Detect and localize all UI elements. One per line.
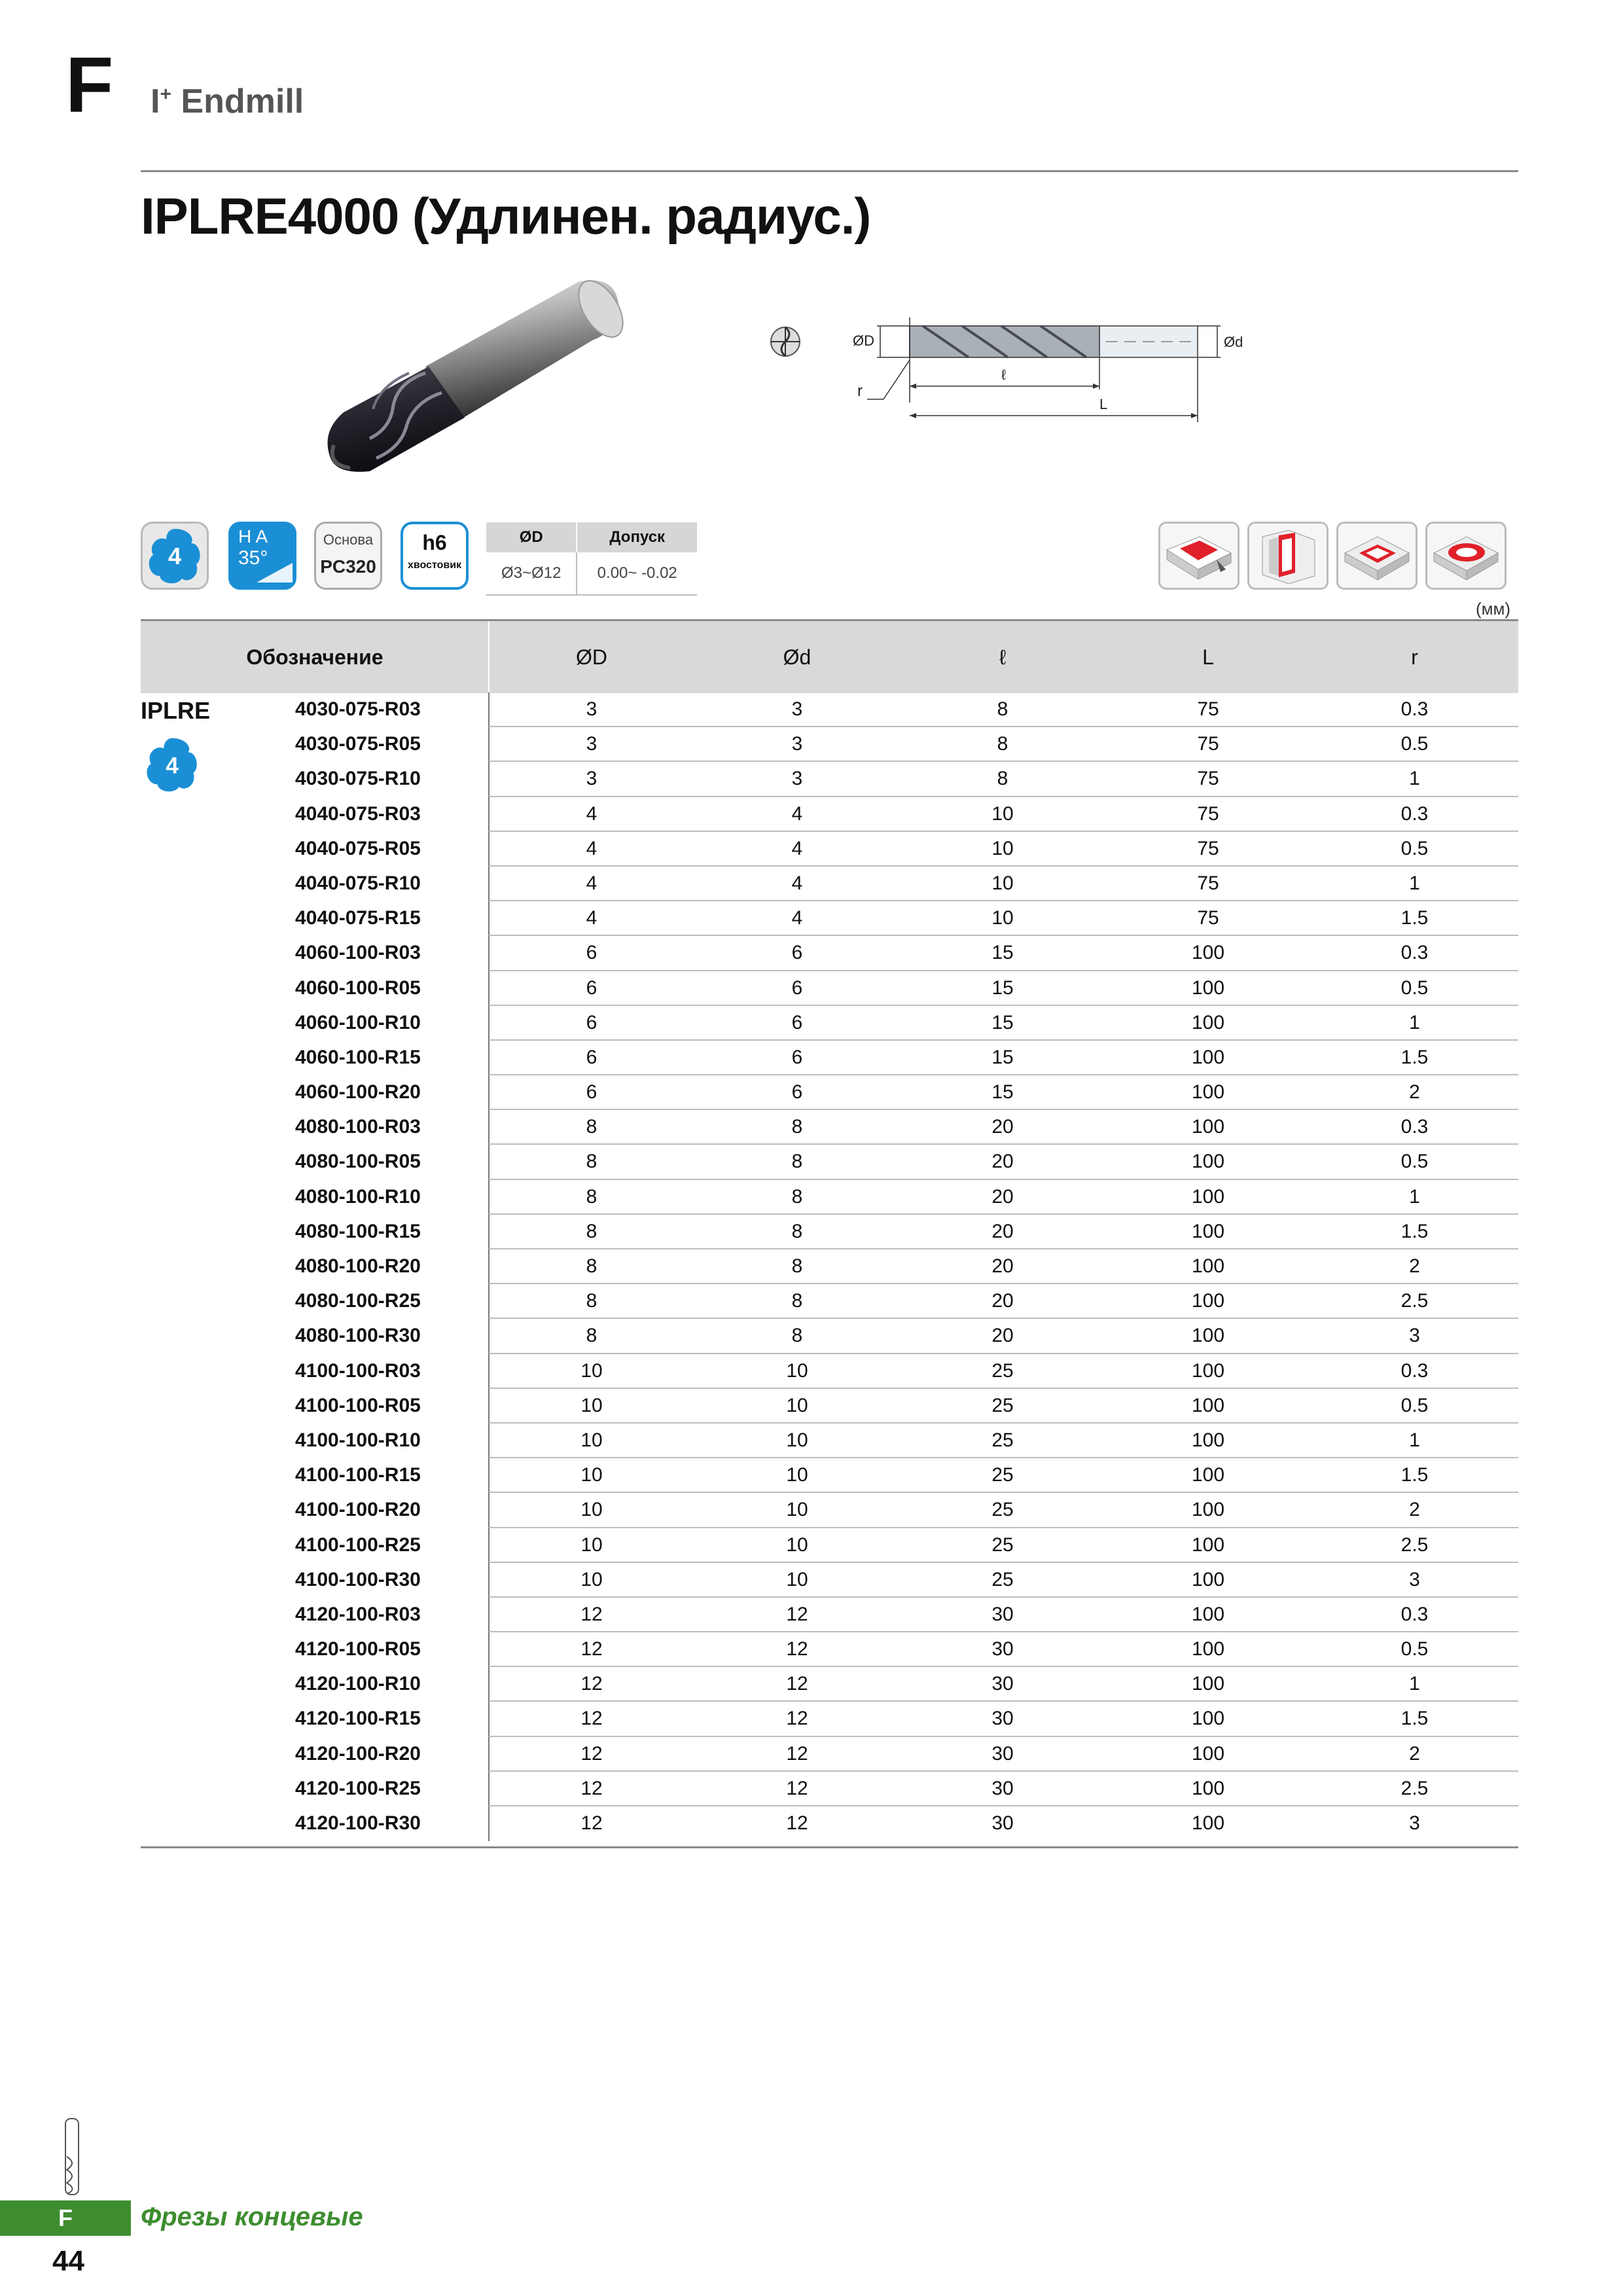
table-row: [141, 762, 1518, 797]
cell-designation: 4030-075-R05: [295, 733, 421, 755]
table-row: [141, 1702, 1518, 1736]
cell-l: 30: [991, 1708, 1014, 1730]
cell-L: 100: [1191, 1011, 1225, 1033]
cell-D: 8: [586, 1151, 597, 1173]
table-row: [141, 1424, 1518, 1458]
header-r: r: [1411, 645, 1418, 669]
shoulder-milling-icon: [1158, 522, 1240, 590]
table-row: [141, 1284, 1518, 1319]
table-row: [141, 901, 1518, 936]
cell-designation: 4120-100-R30: [295, 1812, 421, 1834]
cell-d: 8: [791, 1325, 803, 1347]
cell-d: 4: [791, 837, 803, 859]
cell-designation: 4040-075-R15: [295, 907, 421, 929]
cell-d: 12: [786, 1638, 808, 1660]
cell-D: 12: [580, 1708, 603, 1730]
cell-r: 0.3: [1400, 802, 1429, 825]
cell-l: 8: [997, 733, 1008, 755]
table-row: [141, 936, 1518, 971]
cell-l: 10: [991, 872, 1014, 894]
tol-value-D: Ø3~Ø12: [486, 552, 577, 595]
cell-d: 12: [786, 1812, 808, 1834]
cell-d: 8: [791, 1290, 803, 1312]
cell-l: 20: [991, 1151, 1014, 1173]
label-r: r: [857, 382, 863, 400]
table-header: [141, 619, 1518, 693]
cell-L: 100: [1191, 977, 1225, 999]
cell-L: 100: [1191, 1185, 1225, 1208]
cell-r: 1.5: [1400, 1220, 1429, 1242]
cell-D: 10: [580, 1394, 603, 1416]
table-row: [141, 1110, 1518, 1145]
cell-L: 100: [1191, 1151, 1225, 1173]
cell-r: 0.3: [1400, 698, 1429, 720]
cell-l: 20: [991, 1185, 1014, 1208]
cell-designation: 4120-100-R10: [295, 1673, 421, 1695]
cell-l: 25: [991, 1568, 1014, 1590]
cell-L: 100: [1191, 1429, 1225, 1451]
helix-label: H A: [238, 526, 268, 547]
cell-D: 4: [586, 802, 597, 825]
cell-L: 100: [1191, 1673, 1225, 1695]
cell-D: 12: [580, 1673, 603, 1695]
table-row: [141, 692, 1518, 727]
cell-l: 8: [997, 698, 1008, 720]
cell-d: 6: [791, 1046, 803, 1068]
cell-d: 10: [786, 1429, 808, 1451]
cell-L: 75: [1197, 837, 1219, 859]
table-row: [141, 1493, 1518, 1528]
cell-r: 0.5: [1400, 1638, 1429, 1660]
cell-D: 12: [580, 1742, 603, 1765]
endmill-photo: [265, 268, 632, 481]
header-l: ℓ: [999, 645, 1007, 669]
cell-D: 3: [586, 698, 597, 720]
table-row: [141, 1632, 1518, 1667]
cell-designation: 4030-075-R03: [295, 698, 421, 720]
cell-r: 0.3: [1400, 942, 1429, 964]
cell-d: 6: [791, 1081, 803, 1103]
cell-designation: 4060-100-R05: [295, 977, 421, 999]
cell-designation: 4060-100-R03: [295, 942, 421, 964]
cell-L: 100: [1191, 1081, 1225, 1103]
cell-d: 10: [786, 1464, 808, 1486]
cell-r: 2.5: [1400, 1534, 1429, 1556]
cell-l: 30: [991, 1638, 1014, 1660]
cell-r: 1.5: [1400, 907, 1429, 929]
cell-designation: 4120-100-R25: [295, 1777, 421, 1799]
cell-d: 8: [791, 1116, 803, 1138]
cell-designation: 4080-100-R20: [295, 1255, 421, 1277]
table-row: [141, 1389, 1518, 1424]
cell-designation: 4120-100-R15: [295, 1708, 421, 1730]
cell-D: 12: [580, 1812, 603, 1834]
cell-D: 12: [580, 1603, 603, 1625]
cell-designation: 4080-100-R03: [295, 1116, 421, 1138]
cell-r: 0.5: [1400, 837, 1429, 859]
cell-r: 1.5: [1400, 1708, 1429, 1730]
tol-header-tolerance: Допуск: [577, 522, 697, 552]
table-row: [141, 1772, 1518, 1806]
cell-D: 12: [580, 1638, 603, 1660]
cell-designation: 4100-100-R30: [295, 1568, 421, 1590]
cell-L: 100: [1191, 1534, 1225, 1556]
cell-r: 0.3: [1400, 1116, 1429, 1138]
helix-angle-icon: [230, 524, 294, 588]
cell-L: 100: [1191, 1568, 1225, 1590]
table-row: [141, 832, 1518, 867]
cell-l: 25: [991, 1359, 1014, 1382]
tolerance-table: [486, 522, 697, 596]
cell-designation: 4040-075-R10: [295, 872, 421, 894]
material-badge: [314, 522, 382, 590]
cell-D: 12: [580, 1777, 603, 1799]
cell-d: 10: [786, 1568, 808, 1590]
table-bottom-rule: [141, 1846, 1518, 1848]
cell-designation: 4030-075-R10: [295, 768, 421, 790]
shank-badge: [401, 522, 469, 590]
header-d: Ød: [783, 645, 812, 669]
cell-designation: 4120-100-R03: [295, 1603, 421, 1625]
cell-designation: 4080-100-R30: [295, 1325, 421, 1347]
cell-l: 25: [991, 1394, 1014, 1416]
cell-D: 8: [586, 1325, 597, 1347]
cell-d: 8: [791, 1220, 803, 1242]
cell-L: 100: [1191, 1116, 1225, 1138]
cell-D: 10: [580, 1499, 603, 1521]
cell-l: 20: [991, 1290, 1014, 1312]
material-label: Основа: [323, 531, 374, 548]
cell-d: 8: [791, 1255, 803, 1277]
cell-l: 15: [991, 1081, 1014, 1103]
table-row: [141, 1041, 1518, 1075]
cell-r: 2: [1409, 1255, 1420, 1277]
cell-L: 100: [1191, 1499, 1225, 1521]
cell-L: 100: [1191, 1220, 1225, 1242]
header-designation: Обозначение: [246, 645, 383, 669]
label-d: Ød: [1224, 334, 1243, 350]
cell-designation: 4080-100-R05: [295, 1151, 421, 1173]
cell-designation: 4080-100-R25: [295, 1290, 421, 1312]
cell-D: 10: [580, 1534, 603, 1556]
cell-L: 75: [1197, 698, 1219, 720]
cell-r: 1.5: [1400, 1464, 1429, 1486]
cell-L: 75: [1197, 733, 1219, 755]
cell-d: 10: [786, 1534, 808, 1556]
cell-r: 2: [1409, 1742, 1420, 1765]
cell-L: 100: [1191, 1464, 1225, 1486]
cell-D: 10: [580, 1464, 603, 1486]
cell-d: 6: [791, 942, 803, 964]
cell-d: 4: [791, 802, 803, 825]
cell-r: 2.5: [1400, 1777, 1429, 1799]
cell-r: 0.5: [1400, 1151, 1429, 1173]
header-D: ØD: [576, 645, 607, 669]
cell-d: 3: [791, 768, 803, 790]
cell-l: 20: [991, 1255, 1014, 1277]
cell-d: 12: [786, 1742, 808, 1765]
cell-r: 1: [1409, 768, 1420, 790]
cell-l: 30: [991, 1812, 1014, 1834]
cell-designation: 4080-100-R15: [295, 1220, 421, 1242]
table-row: [141, 1215, 1518, 1249]
cell-d: 3: [791, 698, 803, 720]
cell-r: 0.3: [1400, 1603, 1429, 1625]
footer-category: Фрезы концевые: [141, 2202, 363, 2231]
table-row: [141, 1737, 1518, 1772]
table-row: [141, 1667, 1518, 1702]
cell-designation: 4120-100-R05: [295, 1638, 421, 1660]
tol-header-D: ØD: [486, 522, 577, 552]
cell-L: 100: [1191, 1638, 1225, 1660]
cell-r: 1: [1409, 1011, 1420, 1033]
cell-r: 3: [1409, 1568, 1420, 1590]
cell-r: 1: [1409, 872, 1420, 894]
cell-l: 20: [991, 1325, 1014, 1347]
family-flutes-count: 4: [166, 753, 179, 779]
product-title: IPLRE4000 (Удлинен. радиус.): [141, 187, 871, 245]
cell-D: 10: [580, 1359, 603, 1382]
table-row: [141, 1145, 1518, 1179]
cell-L: 100: [1191, 1290, 1225, 1312]
cell-l: 15: [991, 977, 1014, 999]
cell-L: 75: [1197, 872, 1219, 894]
cell-L: 75: [1197, 802, 1219, 825]
cell-d: 12: [786, 1603, 808, 1625]
cell-l: 10: [991, 837, 1014, 859]
table-row: [141, 1354, 1518, 1389]
cell-L: 75: [1197, 907, 1219, 929]
table-row: [141, 1563, 1518, 1598]
cell-l: 10: [991, 802, 1014, 825]
cell-r: 1: [1409, 1673, 1420, 1695]
table-row: [141, 1180, 1518, 1215]
cell-d: 10: [786, 1359, 808, 1382]
cell-designation: 4080-100-R10: [295, 1185, 421, 1208]
cell-l: 30: [991, 1603, 1014, 1625]
cell-l: 25: [991, 1464, 1014, 1486]
cell-L: 75: [1197, 768, 1219, 790]
label-L: L: [1099, 396, 1108, 412]
section-letter: F: [65, 41, 114, 129]
cell-D: 8: [586, 1255, 597, 1277]
cell-r: 1: [1409, 1185, 1420, 1208]
cell-r: 0.5: [1400, 733, 1429, 755]
table-row: [141, 797, 1518, 832]
header-L: L: [1202, 645, 1214, 669]
tol-value-tolerance: 0.00~ -0.02: [577, 552, 697, 595]
cell-r: 0.5: [1400, 977, 1429, 999]
table-row: [141, 1006, 1518, 1041]
end-view-icon: [771, 327, 800, 356]
endmill-side-icon: [59, 2117, 85, 2196]
cell-r: 2: [1409, 1499, 1420, 1521]
cell-D: 6: [586, 942, 597, 964]
slotting-icon: [1247, 522, 1329, 590]
table-row: [141, 1528, 1518, 1563]
cell-D: 4: [586, 872, 597, 894]
cell-l: 30: [991, 1742, 1014, 1765]
pocketing-icon: [1336, 522, 1418, 590]
cell-l: 30: [991, 1777, 1014, 1799]
cell-D: 10: [580, 1568, 603, 1590]
cell-d: 10: [786, 1394, 808, 1416]
cell-l: 30: [991, 1673, 1014, 1695]
cell-D: 4: [586, 907, 597, 929]
cell-d: 12: [786, 1708, 808, 1730]
table-row: [141, 971, 1518, 1006]
footer-section-tab: [0, 2200, 131, 2236]
cell-L: 100: [1191, 1742, 1225, 1765]
shank-tolerance: h6: [422, 531, 447, 554]
series-prefix: I: [151, 82, 160, 120]
cell-D: 8: [586, 1116, 597, 1138]
cell-r: 3: [1409, 1325, 1420, 1347]
flutes-badge: [141, 522, 209, 590]
cell-d: 4: [791, 907, 803, 929]
cell-L: 100: [1191, 1708, 1225, 1730]
label-l: ℓ: [1001, 367, 1007, 383]
cell-r: 3: [1409, 1812, 1420, 1834]
cell-L: 100: [1191, 942, 1225, 964]
profiling-icon: [1425, 522, 1507, 590]
cell-L: 100: [1191, 1046, 1225, 1068]
cell-l: 10: [991, 907, 1014, 929]
table-row: [141, 1249, 1518, 1284]
cell-designation: 4100-100-R25: [295, 1534, 421, 1556]
cell-designation: 4100-100-R03: [295, 1359, 421, 1382]
data-table: [141, 692, 1518, 1841]
cell-designation: 4100-100-R05: [295, 1394, 421, 1416]
table-row: [141, 1598, 1518, 1632]
cell-D: 8: [586, 1290, 597, 1312]
cell-designation: 4060-100-R10: [295, 1011, 421, 1033]
cell-D: 8: [586, 1185, 597, 1208]
cell-d: 4: [791, 872, 803, 894]
cell-D: 3: [586, 768, 597, 790]
header-divider: [141, 170, 1518, 172]
cell-d: 8: [791, 1185, 803, 1208]
helix-badge: [228, 522, 296, 590]
cell-r: 2: [1409, 1081, 1420, 1103]
cell-L: 100: [1191, 1359, 1225, 1382]
table-row: [141, 1806, 1518, 1841]
helix-angle: 35°: [238, 547, 268, 569]
table-row: [141, 1458, 1518, 1493]
cell-designation: 4040-075-R05: [295, 837, 421, 859]
cell-D: 10: [580, 1429, 603, 1451]
cell-designation: 4060-100-R15: [295, 1046, 421, 1068]
cell-d: 12: [786, 1777, 808, 1799]
cell-L: 100: [1191, 1812, 1225, 1834]
cell-D: 4: [586, 837, 597, 859]
cell-designation: 4060-100-R20: [295, 1081, 421, 1103]
flutes-count: 4: [168, 543, 182, 569]
cell-D: 6: [586, 1046, 597, 1068]
cell-L: 100: [1191, 1255, 1225, 1277]
series-suffix: Endmill: [171, 82, 304, 120]
cell-L: 100: [1191, 1325, 1225, 1347]
cell-L: 100: [1191, 1394, 1225, 1416]
cell-D: 3: [586, 733, 597, 755]
cell-l: 15: [991, 1011, 1014, 1033]
cell-r: 2.5: [1400, 1290, 1429, 1312]
footer-section-letter: F: [58, 2204, 73, 2231]
label-D: ØD: [853, 332, 874, 349]
cell-d: 3: [791, 733, 803, 755]
cell-designation: 4100-100-R15: [295, 1464, 421, 1486]
cell-r: 0.3: [1400, 1359, 1429, 1382]
cell-D: 6: [586, 1081, 597, 1103]
cell-l: 20: [991, 1116, 1014, 1138]
page-number: 44: [52, 2245, 84, 2277]
cell-d: 6: [791, 977, 803, 999]
cell-d: 8: [791, 1151, 803, 1173]
cell-r: 1: [1409, 1429, 1420, 1451]
shank-label: хвостовик: [407, 560, 462, 571]
series-sup: +: [160, 83, 171, 105]
cell-l: 25: [991, 1499, 1014, 1521]
table-row: [141, 727, 1518, 762]
cell-l: 20: [991, 1220, 1014, 1242]
cell-designation: 4120-100-R20: [295, 1742, 421, 1765]
table-row: [141, 867, 1518, 901]
table-row: [141, 1319, 1518, 1354]
cell-l: 8: [997, 768, 1008, 790]
cell-designation: 4100-100-R10: [295, 1429, 421, 1451]
cell-d: 12: [786, 1673, 808, 1695]
cell-L: 100: [1191, 1777, 1225, 1799]
cell-D: 6: [586, 1011, 597, 1033]
cell-l: 25: [991, 1534, 1014, 1556]
cell-designation: 4040-075-R03: [295, 802, 421, 825]
cell-l: 25: [991, 1429, 1014, 1451]
cell-designation: 4100-100-R20: [295, 1499, 421, 1521]
cell-l: 15: [991, 1046, 1014, 1068]
technical-drawing: [753, 304, 1400, 435]
four-flute-icon: [143, 524, 207, 588]
cell-D: 6: [586, 977, 597, 999]
cell-d: 10: [786, 1499, 808, 1521]
material-grade: PC320: [320, 556, 376, 577]
cell-L: 100: [1191, 1603, 1225, 1625]
cell-r: 0.5: [1400, 1394, 1429, 1416]
cell-l: 15: [991, 942, 1014, 964]
cell-d: 6: [791, 1011, 803, 1033]
units-label: (мм): [1476, 599, 1511, 619]
cell-D: 8: [586, 1220, 597, 1242]
table-row: [141, 1075, 1518, 1110]
series-name: [151, 82, 304, 121]
cell-r: 1.5: [1400, 1046, 1429, 1068]
family-label: IPLRE: [141, 697, 211, 724]
